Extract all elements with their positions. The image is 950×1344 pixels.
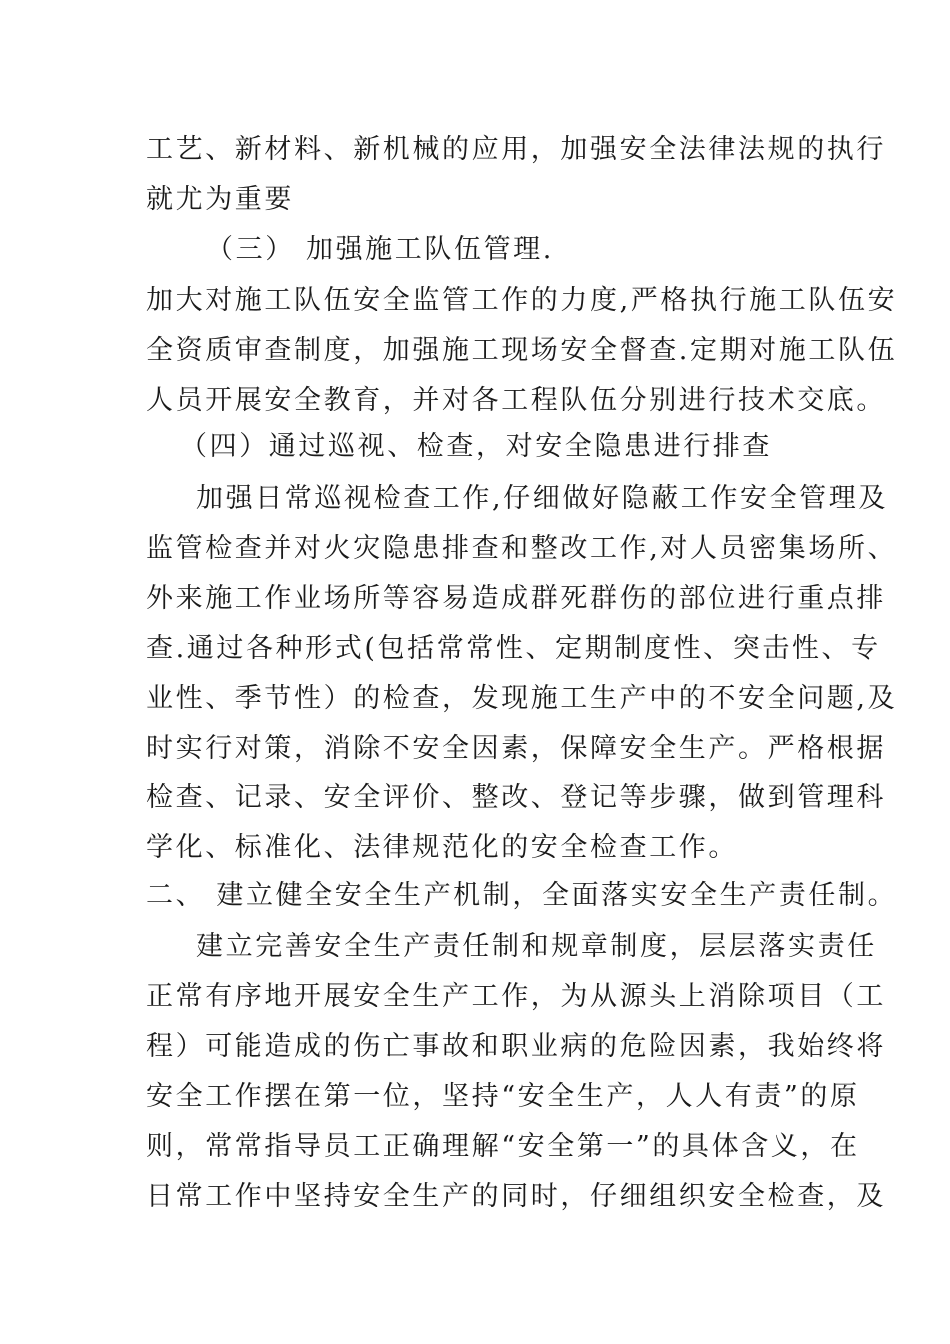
paragraph-first-line: 加强日常巡视检查工作,仔细做好隐蔽工作安全管理及 [196, 483, 888, 514]
body-text-line: 人员开展安全教育，并对各工程队伍分别进行技术交底。 [146, 385, 886, 416]
body-text-line: 工艺、新材料、新机械的应用，加强安全法律法规的执行 [146, 134, 886, 165]
body-text-line: 业性、季节性）的检查，发现施工生产中的不安全问题,及 [146, 683, 898, 714]
body-text-line: 查.通过各种形式(包括常常性、定期制度性、突击性、专 [146, 633, 881, 664]
body-text-line: 外来施工作业场所等容易造成群死群伤的部位进行重点排 [146, 583, 886, 614]
body-text-line: 检查、记录、安全评价、整改、登记等步骤，做到管理科 [146, 782, 886, 813]
body-text-line: 加大对施工队伍安全监管工作的力度,严格执行施工队伍安 [146, 285, 898, 316]
body-text-line: 正常有序地开展安全生产工作，为从源头上消除项目（工 [146, 981, 886, 1012]
body-text-line: 全资质审查制度，加强施工现场安全督查.定期对施工队伍 [146, 335, 898, 366]
section-heading-4: （四）通过巡视、检查，对安全隐患进行排查 [180, 431, 772, 462]
body-text-line: 安全工作摆在第一位，坚持“安全生产，人人有责”的原 [146, 1081, 860, 1112]
body-text-line: 学化、标准化、法律规范化的安全检查工作。 [146, 832, 738, 863]
body-text-line: 程）可能造成的伤亡事故和职业病的危险因素，我始终将 [146, 1031, 886, 1062]
body-text-line: 就尤为重要 [146, 184, 294, 215]
paragraph-first-line: 建立完善安全生产责任制和规章制度，层层落实责任 [196, 931, 877, 962]
section-heading-2: 二、 建立健全安全生产机制，全面落实安全生产责任制。 [146, 880, 898, 911]
section-heading-3: （三） 加强施工队伍管理. [206, 234, 554, 265]
body-text-line: 监管检查并对火灾隐患排查和整改工作,对人员密集场所、 [146, 533, 898, 564]
body-text-line: 日常工作中坚持安全生产的同时，仔细组织安全检查，及 [146, 1181, 886, 1212]
body-text-line: 则，常常指导员工正确理解“安全第一”的具体含义，在 [146, 1131, 860, 1162]
body-text-line: 时实行对策，消除不安全因素，保障安全生产。严格根据 [146, 733, 886, 764]
